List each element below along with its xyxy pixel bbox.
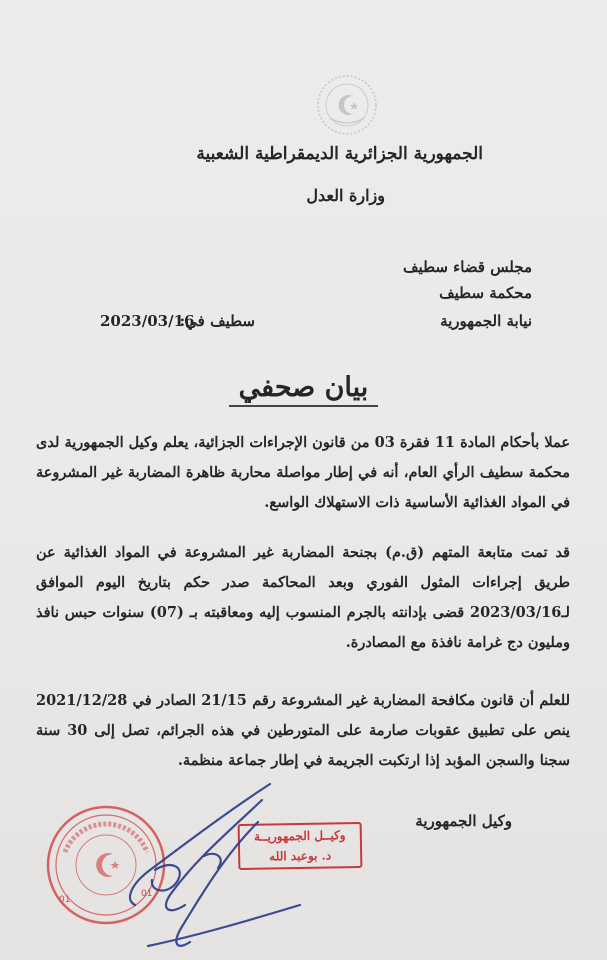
official-round-seal	[45, 804, 167, 926]
seal-number-left: 01	[59, 895, 71, 905]
court-label: محكمة سطيف	[439, 284, 532, 302]
body-paragraph-3: للعلم أن قانون مكافحة المضاربة غير المشروعة رقم 21/15 الصادر في 2021/12/28 ينص على تطبيق عقوبات صارمة على المتورطين في هذه الجرائم، تصل إلى 30 سنة سجنا والسجن المؤبد إذا ارتكبت الجريمة في إطار جماعة منظمة.	[36, 692, 570, 769]
stamp-title: وكيــل الجمهوريــة	[253, 828, 346, 844]
council-label: مجلس قضاء سطيف	[403, 258, 532, 276]
rectangular-stamp	[238, 822, 363, 870]
signer-title: وكيل الجمهورية	[415, 812, 512, 830]
date-label: سطيف في:	[179, 312, 255, 330]
prosecution-label: نيابة الجمهورية	[440, 312, 532, 330]
seal-number-right: 01	[141, 889, 153, 899]
ministry-heading: وزارة العدل	[306, 186, 385, 205]
document-title-text: بيان صحفي	[229, 372, 379, 407]
republic-heading: الجمهورية الجزائرية الديمقراطية الشعبية	[196, 144, 483, 164]
stamp-name: د. بوعبد الله	[269, 848, 332, 864]
body-paragraph-1: عملا بأحكام المادة 11 فقرة 03 من قانون الإجراءات الجزائية، يعلم وكيل الجمهورية لدى محكمة سطيف الرأي العام، أنه في إطار مواصلة محاربة ظاهرة المضاربة غير المشروعة في المواد الغذائية الأساسية ذات الاستهلاك الواسع.	[36, 434, 570, 511]
document-title	[0, 372, 607, 403]
body-paragraph-2: قد تمت متابعة المتهم (ق.م) بجنحة المضاربة غير المشروعة في المواد الغذائية عن طريق إجراءات المثول الفوري وبعد المحاكمة صدر حكم بتاريخ اليوم الموافق لـ2023/03/16 قضى بإدانته بالجرم المنسوب إليه ومعاقبته بـ (07) سنوات حبس نافذ ومليون دج غرامة نافذة مع المصادرة.	[36, 544, 570, 651]
date-value: 2023/03/16	[100, 312, 195, 330]
state-emblem-icon	[316, 74, 378, 136]
